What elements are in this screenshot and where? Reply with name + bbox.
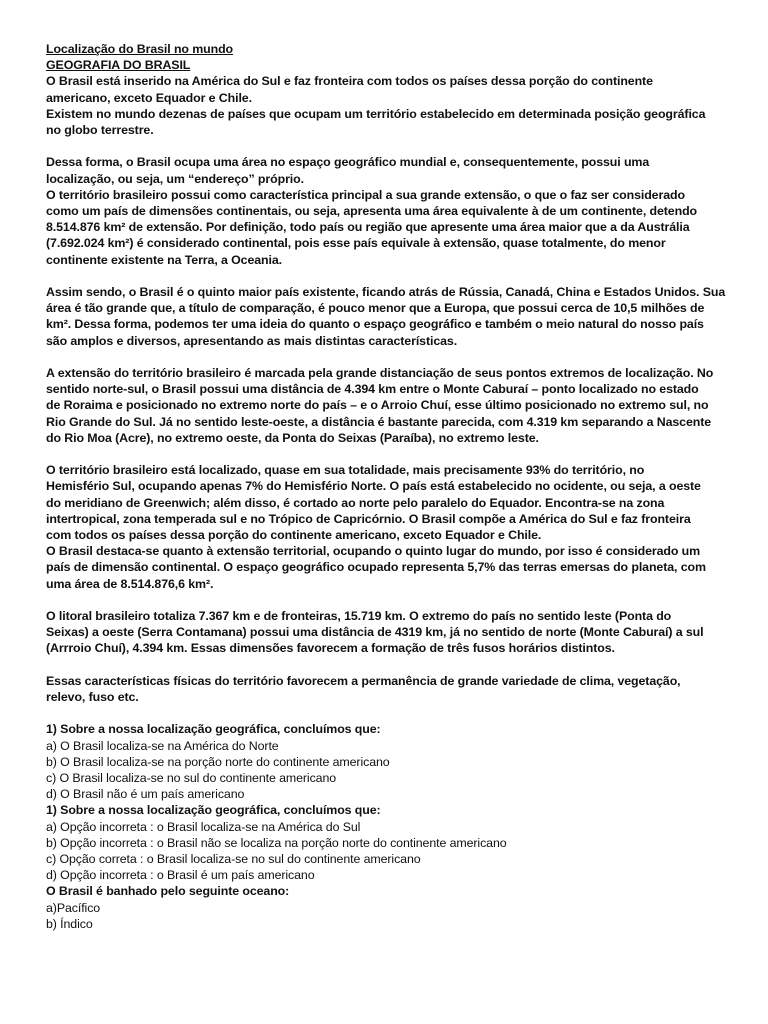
paragraph-gap [46, 268, 728, 284]
text-line: sentido norte-sul, o Brasil possui uma distância de 4.394 km entre o Monte Caburaí – ponto localizado no estado [46, 382, 699, 397]
text-line: Hemisfério Sul, ocupando apenas 7% do Hemisfério Norte. O país está estabelecido no ocidente, ou seja, a oeste [46, 479, 701, 494]
text-line: km². Dessa forma, podemos ter uma ideia do quanto o espaço geográfico e também o meio natural do nosso país [46, 317, 704, 332]
paragraph-gap [46, 349, 728, 365]
text-line: do meridiano de Greenwich; além disso, é cortado ao norte pelo paralelo do Equador. Encontra-se na zona [46, 495, 665, 510]
question-option: a)Pacífico [46, 900, 101, 915]
text-line: (Arrroio Chuí), 4.394 km. Essas dimensões favorecem a formação de três fusos horários distintos. [46, 641, 615, 656]
text-line: continente existente na Terra, a Oceania. [46, 252, 282, 267]
text-line: no globo terrestre. [46, 123, 154, 138]
answer-option: c) Opção correta : o Brasil localiza-se no sul do continente americano [46, 852, 421, 867]
paragraph-1 [46, 73, 728, 138]
text-line: Assim sendo, o Brasil é o quinto maior país existente, ficando atrás de Rússia, Canadá, China e Estados Unidos. Sua [46, 285, 726, 300]
paragraph-gap [46, 592, 728, 608]
text-line: país de dimensão continental. O espaço geográfico ocupado representa 5,7% das terras emersas do planeta, com [46, 560, 706, 575]
paragraph-5 [46, 462, 728, 592]
question-1 [46, 721, 728, 802]
text-line: Rio Grande do Sul. Já no sentido leste-oeste, a distância é bastante parecida, com 4.319 km separando a Nascente [46, 414, 712, 429]
answer-prompt: 1) Sobre a nossa localização geográfica, concluímos que: [46, 803, 381, 818]
question-option: b) Índico [46, 916, 93, 931]
text-line: A extensão do território brasileiro é marcada pela grande distanciação de seus pontos extremos de localização. No [46, 366, 714, 381]
question-option: c) O Brasil localiza-se no sul do continente americano [46, 771, 337, 786]
answer-option: d) Opção incorreta : o Brasil é um país americano [46, 868, 315, 883]
text-line: Seixas) a oeste (Serra Contamana) possui uma distância de 4319 km, já no sentido de norte (Monte Caburaí) a sul [46, 625, 704, 640]
document-subtitle: GEOGRAFIA DO BRASIL [46, 58, 191, 73]
answer-option: b) Opção incorreta : o Brasil não se localiza na porção norte do continente americano [46, 835, 507, 850]
text-line: com todos os países dessa porção do continente americano, exceto Equador e Chile. [46, 528, 542, 543]
text-line: como um país de dimensões continentais, ou seja, apresenta uma área equivalente à de um continente, detendo [46, 204, 698, 219]
text-line: 8.514.876 km² de extensão. Por definição, todo país ou região que apresente uma área maior que a da Austrália [46, 220, 690, 235]
text-line: (7.692.024 km²) é considerado continental, pois esse país equivale à extensão, quase totalmente, do menor [46, 236, 666, 251]
question-option: b) O Brasil localiza-se na porção norte do continente americano [46, 754, 390, 769]
text-line: relevo, fuso etc. [46, 690, 139, 705]
paragraph-2 [46, 154, 728, 267]
text-line: Dessa forma, o Brasil ocupa uma área no espaço geográfico mundial e, consequentemente, possui uma [46, 155, 650, 170]
document-page [46, 41, 728, 932]
question-prompt: O Brasil é banhado pelo seguinte oceano: [46, 884, 290, 899]
paragraph-6 [46, 608, 728, 657]
text-line: Existem no mundo dezenas de países que ocupam um território estabelecido em determinada posição geográfica [46, 106, 706, 121]
question-2 [46, 883, 728, 932]
paragraph-3 [46, 284, 728, 349]
text-line: O território brasileiro possui como característica principal a sua grande extensão, o que o faz ser considerado [46, 187, 685, 202]
question-option: d) O Brasil não é um país americano [46, 787, 245, 802]
paragraph-7 [46, 673, 728, 705]
paragraph-gap [46, 705, 728, 721]
text-line: intertropical, zona temperada sul e no Trópico de Capricórnio. O Brasil compõe a América do Sul e faz fronteira [46, 511, 691, 526]
text-line: O Brasil está inserido na América do Sul e faz fronteira com todos os países dessa porção do continente [46, 74, 653, 89]
paragraph-4 [46, 365, 728, 446]
text-line: Essas características físicas do território favorecem a permanência de grande variedade de clima, vegetação, [46, 673, 681, 688]
text-line: do Rio Moa (Acre), no extremo oeste, da Ponta do Seixas (Paraíba), no extremo leste. [46, 430, 539, 445]
paragraph-gap [46, 446, 728, 462]
paragraph-gap [46, 657, 728, 673]
answer-1 [46, 802, 728, 883]
text-line: são amplos e diversos, apresentando as mais distintas características. [46, 333, 458, 348]
text-line: O litoral brasileiro totaliza 7.367 km e de fronteiras, 15.719 km. O extremo do país no sentido leste (Ponta do [46, 609, 672, 624]
text-line: O Brasil destaca-se quanto à extensão territorial, ocupando o quinto lugar do mundo, por isso é considerado um [46, 544, 701, 559]
answer-option: a) Opção incorreta : o Brasil localiza-se na América do Sul [46, 819, 361, 834]
question-option: a) O Brasil localiza-se na América do Norte [46, 738, 279, 753]
document-title: Localização do Brasil no mundo [46, 42, 234, 56]
text-line: americano, exceto Equador e Chile. [46, 90, 252, 105]
text-line: O território brasileiro está localizado, quase em sua totalidade, mais precisamente 93% do território, no [46, 463, 645, 478]
text-line: uma área de 8.514.876,6 km². [46, 576, 214, 591]
text-line: de Roraima e posicionado no extremo norte do país – e o Arroio Chuí, esse último posicionado no extremo sul, no [46, 398, 709, 413]
text-line: área é tão grande que, a título de comparação, é pouco menor que a Europa, que possui cerca de 10,5 milhões de [46, 301, 705, 316]
paragraph-gap [46, 138, 728, 154]
question-prompt: 1) Sobre a nossa localização geográfica, concluímos que: [46, 722, 381, 737]
text-line: localização, ou seja, um “endereço” próprio. [46, 171, 304, 186]
